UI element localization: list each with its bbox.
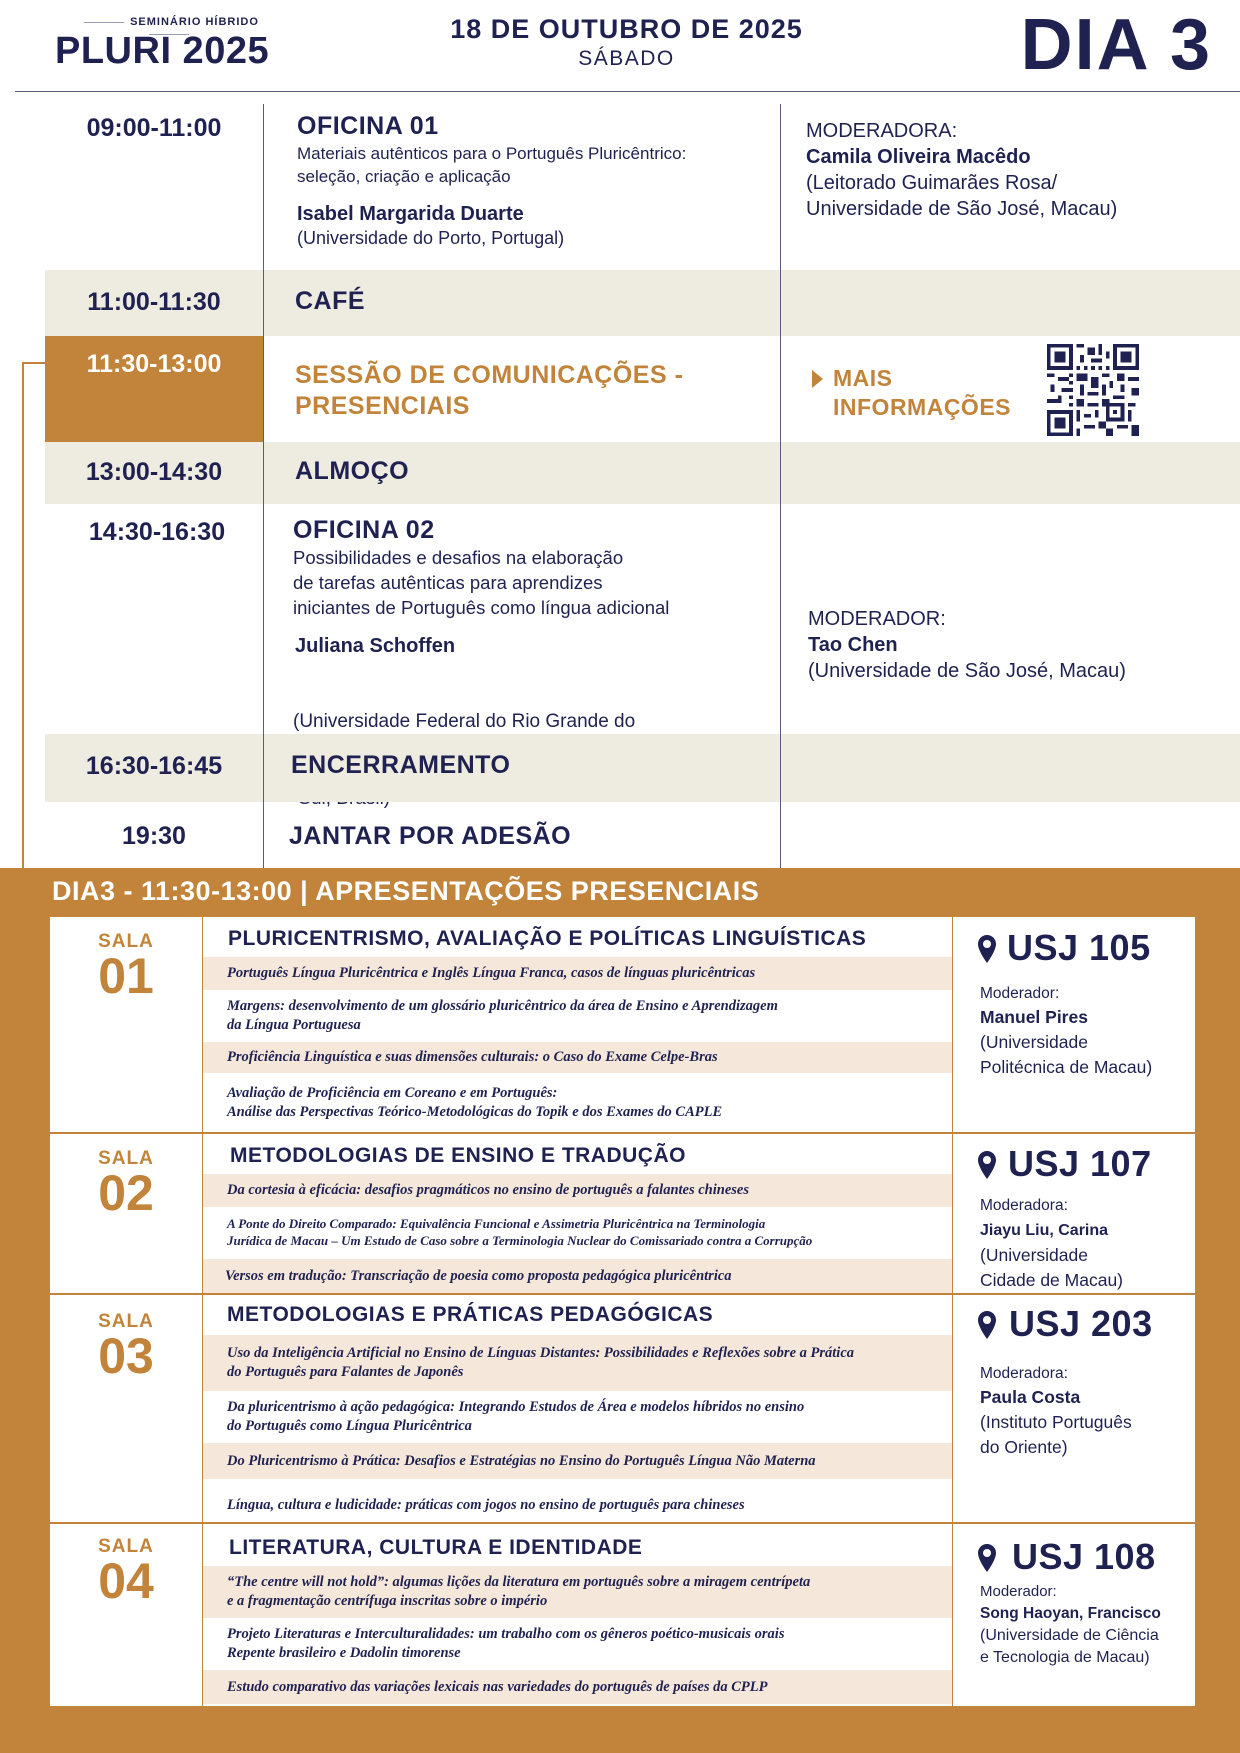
schedule-time: 14:30-16:30 [88, 518, 226, 546]
activity-affiliation: (Universidade do Porto, Portugal) [297, 227, 565, 248]
schedule-row [45, 802, 1240, 868]
room-moderator: Moderadora: Paula Costa (Instituto Português do Oriente) [980, 1365, 1132, 1457]
schedule-table [0, 92, 1240, 868]
schedule-time: 19:30 [122, 822, 186, 850]
activity-title: OFICINA 02 [293, 516, 435, 544]
sala-block [50, 917, 1195, 1134]
event-kicker: SEMINÁRIO HÍBRIDO [55, 16, 282, 40]
sala-tag: SALA 01 [50, 917, 202, 1001]
session-bracket-line [22, 362, 46, 868]
schedule-time: 16:30-16:45 [85, 752, 223, 780]
sala-block [50, 1524, 1195, 1706]
event-date: 18 DE OUTUBRO DE 2025 [450, 14, 803, 44]
sala-theme: PLURICENTRISMO, AVALIAÇÃO E POLÍTICAS LINGUÍSTICAS [228, 927, 867, 950]
room-moderator: Moderadora: Jiayu Liu, Carina (Universidade Cidade de Macau) [980, 1197, 1123, 1290]
talk-item: Estudo comparativo das variações lexicais nas variedades do português de países da CPLP [203, 1670, 952, 1704]
schedule-activity: ENCERRAMENTO [291, 751, 511, 779]
presentations-title: DIA3 - 11:30-13:00 | APRESENTAÇÕES PRESENCIAIS [52, 876, 760, 906]
column-divider [263, 104, 264, 868]
sala-tag: SALA 03 [50, 1295, 202, 1381]
map-pin-icon [978, 1544, 996, 1572]
moderator-block: MODERADOR: Tao Chen (Universidade de São José, Macau) [808, 608, 1126, 682]
activity-affiliation: (Universidade Federal do Rio Grande do [293, 711, 636, 733]
room-name: USJ 105 [1007, 927, 1151, 968]
talk-item: Uso da Inteligência Artificial no Ensino de Línguas Distantes: Possibilidades e Reflexões sobre a Prática do Português para Falantes de Japonês [203, 1335, 952, 1391]
more-info-link[interactable]: MAIS INFORMAÇÕES [833, 365, 1011, 421]
activity-speaker: Juliana Schoffen [295, 634, 456, 657]
activity-description: Possibilidades e desafios na elaboração de tarefas autênticas para aprendizes iniciantes de Português como língua adicional [293, 547, 670, 618]
activity-description: Materiais autênticos para o Português Pluricêntrico: seleção, criação e aplicação [297, 144, 687, 186]
sala-theme: METODOLOGIAS DE ENSINO E TRADUÇÃO [230, 1144, 686, 1167]
schedule-time: 13:00-14:30 [85, 458, 223, 486]
schedule-activity: JANTAR POR ADESÃO [289, 822, 572, 850]
talk-item: Proficiência Linguística e suas dimensões culturais: o Caso do Exame Celpe-Bras [203, 1042, 952, 1073]
sala-theme: LITERATURA, CULTURA E IDENTIDADE [229, 1536, 643, 1559]
sala-tag: SALA 02 [50, 1134, 202, 1218]
room-name: USJ 107 [1008, 1143, 1152, 1184]
event-weekday: SÁBADO [578, 47, 675, 70]
room-name: USJ 108 [1012, 1536, 1156, 1577]
schedule-row [45, 270, 1240, 336]
schedule-time: 11:00-11:30 [87, 288, 221, 316]
talk-item: Da cortesia à eficácia: desafios pragmáticos no ensino de português a falantes chineses [203, 1174, 952, 1207]
sala-tag: SALA 04 [50, 1524, 202, 1606]
talk-item: “The centre will not hold”: algumas lições da literatura em português sobre a miragem centrípeta e a fragmentação centrífuga inscritas sobre o império [203, 1566, 952, 1618]
sala-theme: METODOLOGIAS E PRÁTICAS PEDAGÓGICAS [227, 1303, 714, 1326]
sala-number: 04 [98, 1553, 154, 1609]
schedule-activity: CAFÉ [295, 287, 366, 315]
map-pin-icon [978, 1311, 996, 1339]
activity-title: OFICINA 01 [297, 112, 439, 140]
schedule-activity: ALMOÇO [295, 457, 410, 485]
map-pin-icon [978, 1151, 996, 1179]
room-moderator: Moderador: Manuel Pires (Universidade Politécnica de Macau) [980, 985, 1153, 1077]
moderator-name: Tao Chen [808, 634, 898, 656]
event-brand: PLURI 2025 [55, 30, 270, 72]
presentations-section [0, 868, 1240, 1753]
talk-item: Da pluricentrismo à ação pedagógica: Integrando Estudos de Área e modelos híbridos no ensino do Português como Língua Pluricêntrica [227, 1399, 805, 1434]
schedule-row [45, 92, 1240, 270]
room-moderator: Moderador: Song Haoyan, Francisco (Universidade de Ciência e Tecnologia de Macau) [980, 1583, 1161, 1666]
activity-speaker: Isabel Margarida Duarte [297, 202, 524, 225]
room-name: USJ 203 [1009, 1303, 1153, 1344]
column-divider [780, 104, 781, 868]
schedule-activity: SESSÃO DE COMUNICAÇÕES - PRESENCIAIS [295, 361, 684, 421]
schedule-activity [297, 112, 797, 250]
talk-item: Português Língua Pluricêntrica e Inglês Língua Franca, casos de línguas pluricêntricas [203, 957, 952, 990]
talk-item: Projeto Literaturas e Interculturalidades: um trabalho com os gêneros poético-musicais orais Repente brasileiro e Dadolin timorense [227, 1626, 785, 1661]
schedule-time: 11:30-13:00 [86, 350, 222, 378]
map-pin-icon [978, 935, 996, 963]
schedule-row [45, 734, 1240, 802]
talk-item: Do Pluricentrismo à Prática: Desafios e Estratégias no Ensino do Português Língua Não Materna [203, 1443, 952, 1479]
sala-block [50, 1134, 1195, 1295]
schedule-row [45, 504, 1240, 733]
moderator-block: MODERADORA: Camila Oliveira Macêdo (Leitorado Guimarães Rosa/ Universidade de São José, Macau) [806, 120, 1118, 220]
page-header [0, 0, 1240, 92]
schedule-row [45, 442, 1240, 504]
moderator-name: Camila Oliveira Macêdo [806, 146, 1031, 168]
sala-number: 03 [98, 1328, 154, 1384]
talk-item: Avaliação de Proficiência em Coreano e em Português: Análise das Perspectivas Teórico-Metodológicas do Topik e dos Exames do CAPLE [227, 1084, 723, 1120]
talk-item: A Ponte do Direito Comparado: Equivalência Funcional e Assimetria Pluricêntrica na Terminologia Jurídica de Macau – Um Estudo de Caso sobre a Terminologia Nuclear do Comissariado contra a Corrupção [227, 1216, 813, 1248]
talk-item: Versos em tradução: Transcriação de poesia como proposta pedagógica pluricêntrica [203, 1259, 952, 1293]
qr-code-icon[interactable] [1047, 344, 1139, 436]
schedule-time: 09:00-11:00 [86, 114, 222, 142]
sala-number: 02 [98, 1165, 154, 1221]
sala-block [50, 1295, 1195, 1524]
day-number: DIA 3 [1020, 5, 1212, 85]
sala-number: 01 [98, 948, 154, 1004]
talk-item: Margens: desenvolvimento de um glossário pluricêntrico da área de Ensino e Aprendizagem da Língua Portuguesa [227, 998, 778, 1033]
talk-item: Língua, cultura e ludicidade: práticas com jogos no ensino de português para chineses [227, 1496, 745, 1513]
